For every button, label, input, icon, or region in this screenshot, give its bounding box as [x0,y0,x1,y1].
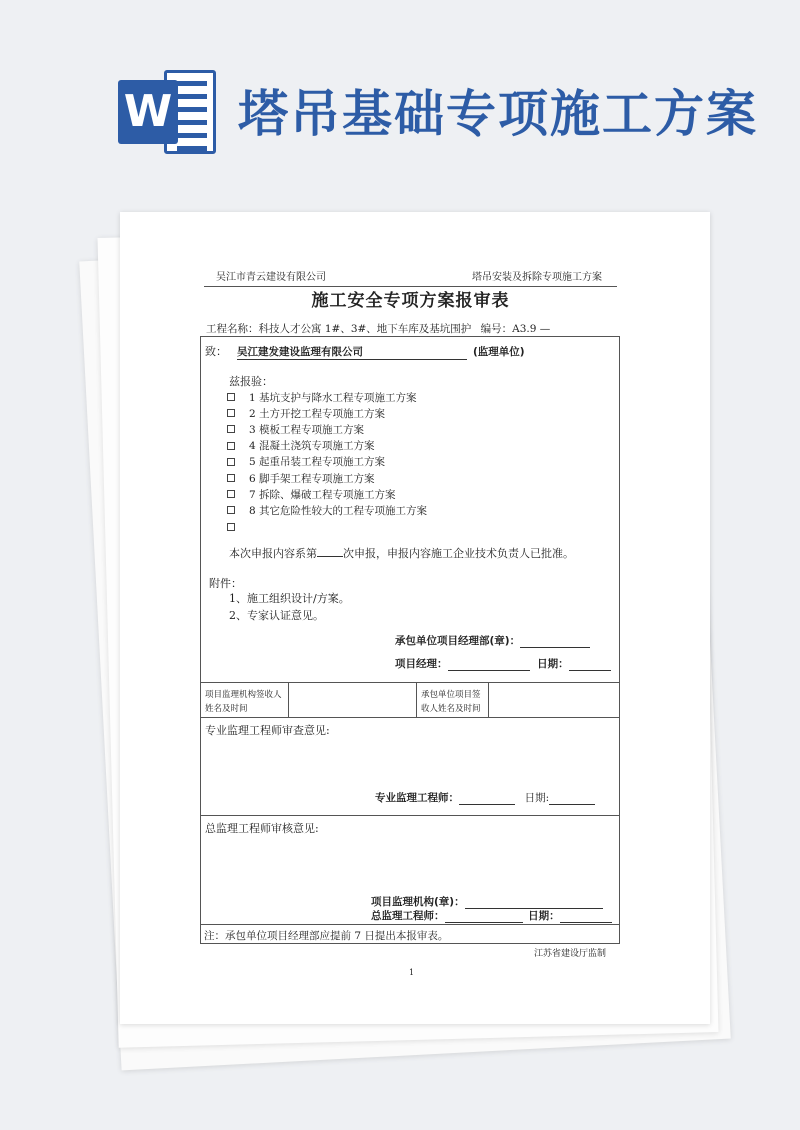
code-label: 编号： [480,323,513,335]
checkbox[interactable] [227,490,235,498]
approval-form [200,336,620,944]
page-number: 1 [409,968,415,977]
checklist-item[interactable]: 5 起重吊装工程专项施工方案 [227,454,427,470]
to-label: 致： [205,345,227,358]
checkbox[interactable] [227,523,235,531]
checkbox[interactable] [227,506,235,514]
checkbox[interactable] [227,393,235,401]
header-doc-name: 塔吊安装及拆除专项施工方案 [472,272,602,283]
addressee-line [205,343,525,360]
engineer-date-blank[interactable] [549,804,595,805]
contractor-receipt-label: 承包单位项目签收人姓名及时间 [417,683,489,717]
issuer-label: 江苏省建设厅监制 [534,949,607,959]
supervisor-org-line: 项目监理机构(章)： [371,894,603,909]
chief-opinion-section [201,816,619,925]
note-row [201,925,619,945]
checkbox[interactable] [227,458,235,466]
submit-label: 兹报验： [229,375,273,388]
checklist-item[interactable]: 7 拆除、爆破工程专项施工方案 [227,486,427,502]
attachment-2: 2、专家认证意见。 [229,609,324,622]
project-manager-blank[interactable] [448,670,530,671]
engineer-signature-blank[interactable] [459,804,515,805]
checklist-item[interactable]: 6 脚手架工程专项施工方案 [227,470,427,486]
chief-signature-blank[interactable] [445,922,523,923]
plan-checklist [227,389,427,535]
checkbox[interactable] [227,442,235,450]
engineer-signature-line: 专业监理工程师： 日期: [375,790,595,805]
document-title: 塔吊基础专项施工方案 [238,85,758,143]
chief-date-blank[interactable] [560,922,612,923]
checklist-item[interactable]: 2 土方开挖工程专项施工方案 [227,405,427,421]
contractor-stamp-line: 承包单位项目经理部(章)： [395,633,590,648]
checklist-item[interactable] [227,519,427,535]
checklist-item[interactable]: 8 其它危险性较大的工程专项施工方案 [227,502,427,518]
document-page [120,212,710,1024]
supervisor-receipt-cell[interactable] [289,683,417,717]
engineer-opinion-section [201,718,619,816]
submission-section [201,337,619,683]
submission-count-blank[interactable] [317,556,343,557]
word-icon-letter: W [118,80,178,144]
receipt-row [201,683,619,718]
form-title: 施工安全专项方案报审表 [311,291,510,311]
form-note: 注：承包单位项目经理部应提前 7 日提出本报审表。 [204,930,449,942]
to-company: 吴江建发建设监理有限公司 [237,344,467,360]
attachment-1: 1、施工组织设计/方案。 [229,592,350,605]
checklist-item[interactable]: 3 模板工程专项施工方案 [227,421,427,437]
checkbox[interactable] [227,425,235,433]
project-name: 科技人才公寓 1#、3#、地下车库及基坑围护 [258,323,472,335]
project-manager-line: 项目经理： 日期： [395,656,611,671]
chief-opinion-label: 总监理工程师审核意见: [205,822,319,835]
project-label: 工程名称： [206,323,259,335]
project-line [206,321,550,336]
engineer-opinion-label: 专业监理工程师审查意见: [205,724,330,737]
checkbox[interactable] [227,409,235,417]
code-value: A3.9 — [512,323,551,335]
chief-signature-line: 总监理工程师： 日期： [371,908,612,923]
contractor-stamp-blank[interactable] [520,647,590,648]
pm-date-blank[interactable] [569,670,611,671]
declaration: 本次申报内容系第 次申报，申报内容施工企业技术负责人已批准。 [229,547,574,560]
attachments-label: 附件： [209,577,242,590]
checkbox[interactable] [227,474,235,482]
word-document-icon [118,70,216,154]
to-unit: (监理单位) [473,346,525,358]
checklist-item[interactable]: 1 基坑支护与降水工程专项施工方案 [227,389,427,405]
checklist-item[interactable]: 4 混凝土浇筑专项施工方案 [227,438,427,454]
supervisor-receipt-label: 项目监理机构签收人姓名及时间 [201,683,289,717]
header-company: 吴江市青云建设有限公司 [216,272,326,283]
